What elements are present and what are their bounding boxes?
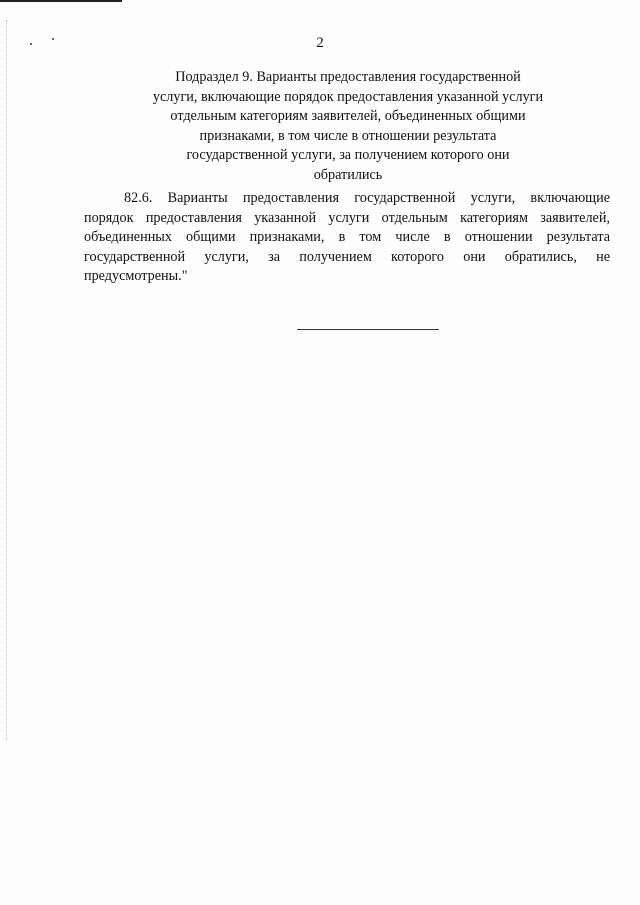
subsection-heading [120,68,576,185]
paragraph-line: государственной услуги, за получением которого они обратились, не [84,248,610,265]
heading-line: Подраздел 9. Варианты предоставления государственной [175,69,521,85]
scan-artifact-top-line [0,0,122,2]
heading-line: признаками, в том числе в отношении результата [199,127,497,144]
heading-line: государственной услуги, за получением которого они [186,147,510,163]
end-of-text-rule [297,329,439,330]
paragraph-82-6 [84,189,610,287]
heading-line: обратились [313,166,383,183]
scan-artifact-left-edge [6,20,8,740]
page-number: 2 [316,35,324,51]
paragraph-line: предусмотрены." [84,268,188,284]
heading-line: услуги, включающие порядок предоставления указанной услуги [152,88,544,105]
paragraph-line: объединенных общими признаками, в том числе в отношении результата [84,229,610,245]
paragraph-line: 82.6. Варианты предоставления государственной услуги, включающие [124,190,610,206]
paragraph-line: порядок предоставления указанной услуги отдельным категориям заявителей, [84,209,610,226]
heading-line: отдельным категориям заявителей, объединенных общими [170,108,526,124]
